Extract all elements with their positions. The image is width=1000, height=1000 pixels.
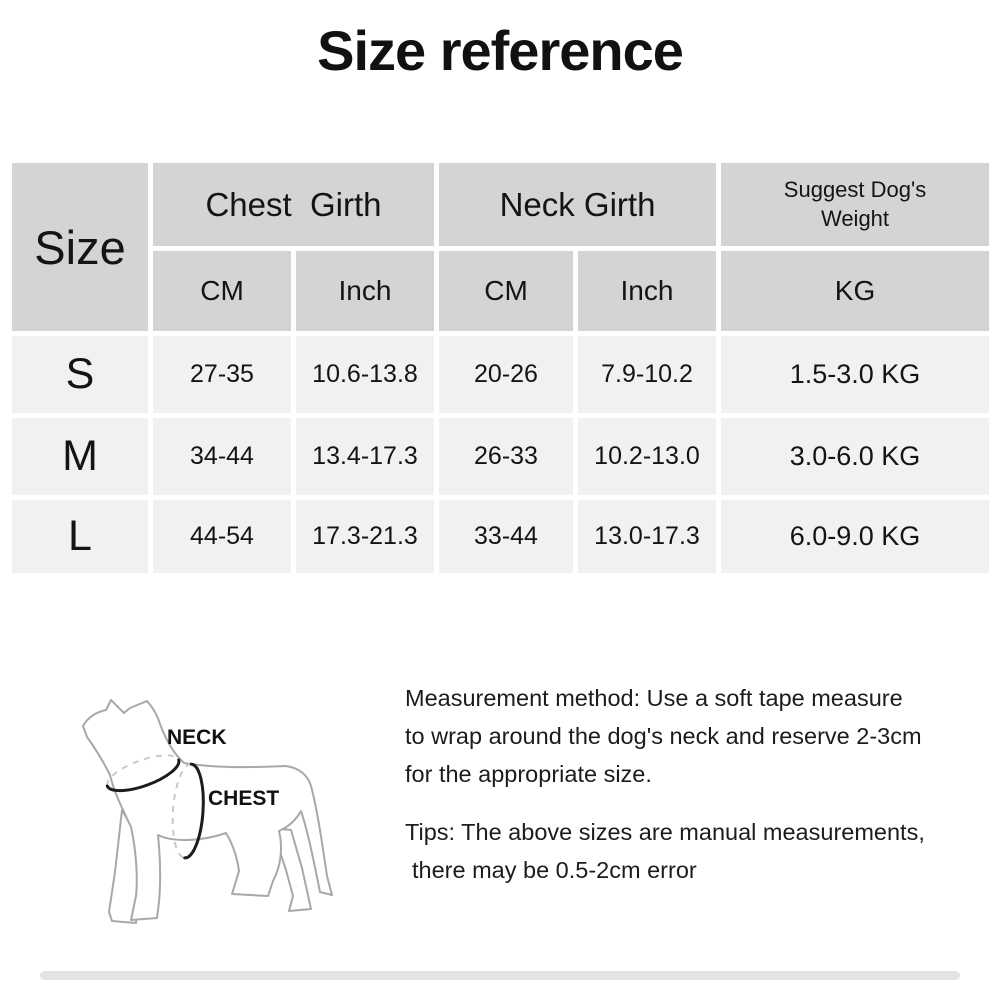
table-header-size: Size — [12, 163, 148, 331]
table-subheader-chest-cm: CM — [153, 251, 291, 331]
table-header-neck-girth: Neck Girth — [439, 163, 716, 246]
row-m-chest-cm: 34-44 — [153, 418, 291, 495]
measurement-line-1: Measurement method: Use a soft tape measure — [405, 685, 903, 711]
measurement-method-text — [405, 679, 980, 793]
row-l-chest-cm: 44-54 — [153, 500, 291, 573]
size-table — [12, 163, 989, 573]
dog-measurement-diagram — [60, 680, 380, 980]
bottom-divider-bar — [40, 971, 960, 980]
tips-line-2: there may be 0.5-2cm error — [412, 857, 697, 883]
table-subheader-chest-inch: Inch — [296, 251, 434, 331]
tips-text — [405, 813, 980, 889]
table-header-suggest-weight — [721, 163, 989, 246]
table-subheader-neck-cm: CM — [439, 251, 573, 331]
row-m-size: M — [12, 418, 148, 495]
row-l-neck-cm: 33-44 — [439, 500, 573, 573]
row-s-chest-inch: 10.6-13.8 — [296, 336, 434, 413]
neck-label: NECK — [167, 726, 227, 749]
row-l-neck-inch: 13.0-17.3 — [578, 500, 716, 573]
tips-line-1: Tips: The above sizes are manual measurements, — [405, 819, 925, 845]
row-s-weight: 1.5-3.0 KG — [721, 336, 989, 413]
table-subheader-weight-kg: KG — [721, 251, 989, 331]
row-s-neck-inch: 7.9-10.2 — [578, 336, 716, 413]
row-m-neck-inch: 10.2-13.0 — [578, 418, 716, 495]
row-s-chest-cm: 27-35 — [153, 336, 291, 413]
suggest-weight-label: Suggest Dog's Weight — [783, 176, 927, 231]
table-subheader-neck-inch: Inch — [578, 251, 716, 331]
page-title: Size reference — [317, 19, 683, 82]
measurement-line-3: for the appropriate size. — [405, 761, 652, 787]
row-l-size: L — [12, 500, 148, 573]
row-m-weight: 3.0-6.0 KG — [721, 418, 989, 495]
row-s-neck-cm: 20-26 — [439, 336, 573, 413]
dog-diagram-svg — [60, 680, 380, 980]
row-l-chest-inch: 17.3-21.3 — [296, 500, 434, 573]
row-s-size: S — [12, 336, 148, 413]
row-l-weight: 6.0-9.0 KG — [721, 500, 989, 573]
chest-label: CHEST — [208, 787, 280, 810]
measurement-line-2: to wrap around the dog's neck and reserve 2-3cm — [405, 723, 922, 749]
row-m-chest-inch: 13.4-17.3 — [296, 418, 434, 495]
table-header-chest-girth: Chest Girth — [153, 163, 434, 246]
row-m-neck-cm: 26-33 — [439, 418, 573, 495]
